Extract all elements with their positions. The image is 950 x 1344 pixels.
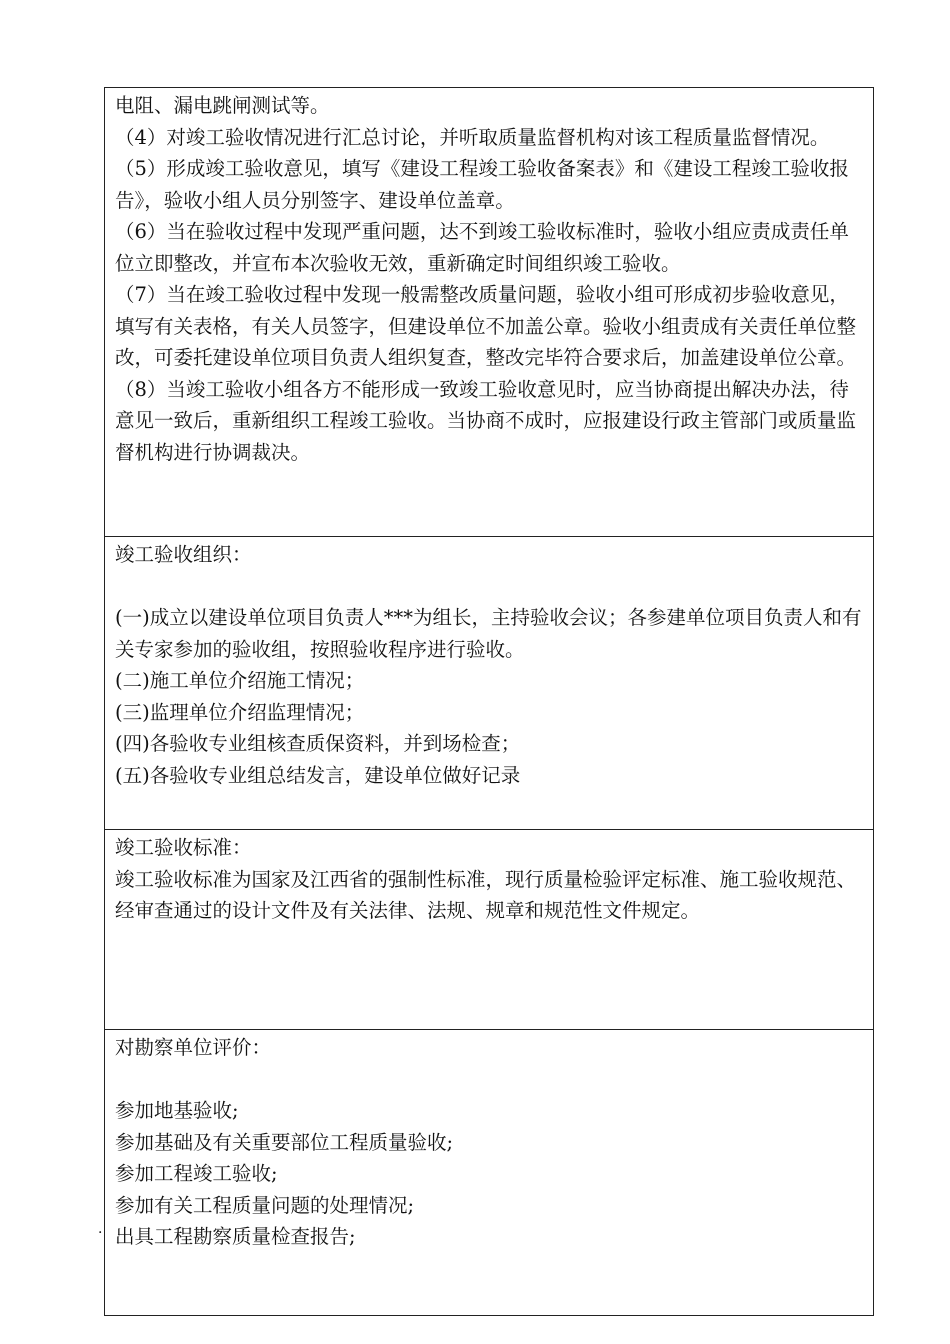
standard-cell	[105, 830, 873, 1030]
margin-dot: ·	[98, 1225, 103, 1241]
blank-line	[115, 1064, 867, 1096]
organization-line: (五)各验收专业组总结发言，建设单位做好记录	[115, 763, 521, 787]
survey-eval-line: 参加工程竣工验收;	[115, 1162, 278, 1185]
organization-line: (二)施工单位介绍施工情况；	[115, 669, 365, 692]
organization-line: (三)监理单位介绍监理情况；	[115, 700, 365, 724]
survey-eval-line: 出具工程勘察质量检查报告;	[115, 1225, 356, 1248]
procedure-cell	[105, 88, 873, 537]
survey-eval-line: 参加基础及有关重要部位工程质量验收;	[115, 1130, 454, 1154]
organization-line: (四)各验收专业组核查质保资料，并到场检查；	[115, 732, 521, 755]
survey-eval-title: 对勘察单位评价：	[115, 1036, 272, 1059]
procedure-line: （7）当在竣工验收过程中发现一般需整改质量问题，验收小组可形成初步验收意见，填写有关表格，有关人员签字，但建设单位不加盖公章。验收小组责成有关责任单位整改，可委托建设单位项目负责人组织复查，整改完毕符合要求后，加盖建设单位公章。	[115, 283, 857, 369]
standard-title: 竣工验收标准：	[115, 836, 252, 859]
survey-eval-line: 参加地基验收;	[115, 1099, 239, 1122]
acceptance-table	[104, 87, 874, 1316]
organization-line: (一)成立以建设单位项目负责人***为组长，主持验收会议；各参建单位项目负责人和有关专家参加的验收组，按照验收程序进行验收。	[115, 606, 862, 661]
procedure-line: （5）形成竣工验收意见，填写《建设工程竣工验收备案表》和《建设工程竣工验收报告》，验收小组人员分别签字、建设单位盖章。	[115, 157, 849, 212]
procedure-line: 电阻、漏电跳闸测试等。	[115, 94, 330, 117]
survey-eval-line: 参加有关工程质量问题的处理情况;	[115, 1193, 415, 1217]
procedure-line: （4）对竣工验收情况进行汇总讨论，并听取质量监督机构对该工程质量监督情况。	[115, 125, 830, 149]
organization-title: 竣工验收组织：	[115, 543, 252, 566]
procedure-line: （8）当竣工验收小组各方不能形成一致竣工验收意见时，应当协商提出解决办法，待意见一致后，重新组织工程竣工验收。当协商不成时，应报建设行政主管部门或质量监督机构进行协调裁决。	[115, 377, 857, 464]
organization-cell	[105, 537, 873, 830]
procedure-line: （6）当在验收过程中发现严重问题，达不到竣工验收标准时，验收小组应责成责任单位立即整改，并宣布本次验收无效，重新确定时间组织竣工验收。	[115, 220, 849, 275]
standard-line: 竣工验收标准为国家及江西省的强制性标准，现行质量检验评定标准、施工验收规范、经审查通过的设计文件及有关法律、法规、规章和规范性文件规定。	[115, 867, 857, 922]
survey-eval-cell	[105, 1030, 873, 1317]
blank-line	[115, 571, 867, 603]
